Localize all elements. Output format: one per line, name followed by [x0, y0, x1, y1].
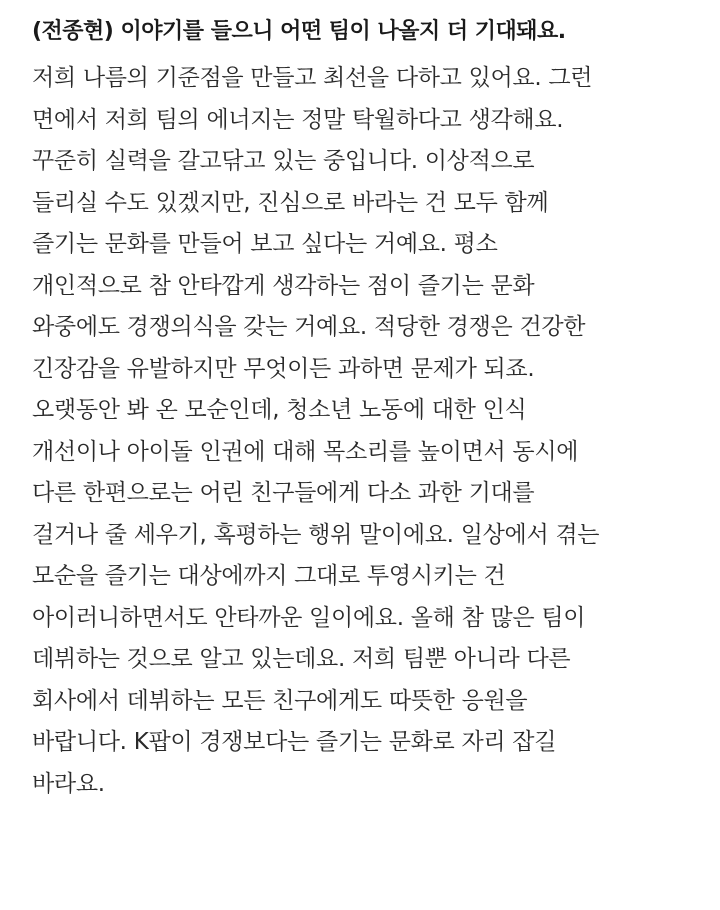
answer-line: 즐기는 문화를 만들어 보고 싶다는 거예요. 평소	[32, 231, 498, 257]
answer-line: 다른 한편으로는 어린 친구들에게 다소 과한 기대를	[32, 480, 535, 506]
answer-line: 꾸준히 실력을 갈고닦고 있는 중입니다. 이상적으로	[32, 148, 535, 174]
answer-line: 오랫동안 봐 온 모순인데, 청소년 노동에 대한 인식	[32, 397, 527, 423]
answer-line: 데뷔하는 것으로 알고 있는데요. 저희 팀뿐 아니라 다른	[32, 646, 571, 672]
interview-answer	[32, 58, 712, 805]
interview-article	[32, 14, 712, 805]
answer-line: 와중에도 경쟁의식을 갖는 거예요. 적당한 경쟁은 건강한	[32, 314, 586, 340]
answer-line: 바라요.	[32, 770, 105, 797]
answer-line: 개선이나 아이돌 인권에 대해 목소리를 높이면서 동시에	[32, 438, 579, 465]
answer-line: 개인적으로 참 안타깝게 생각하는 점이 즐기는 문화	[32, 272, 535, 299]
answer-line: 걸거나 줄 세우기, 혹평하는 행위 말이에요. 일상에서 겪는	[32, 521, 600, 548]
answer-line: 바랍니다. K팝이 경쟁보다는 즐기는 문화로 자리 잡길	[32, 729, 557, 755]
interview-question: (전종현) 이야기를 들으니 어떤 팀이 나올지 더 기대돼요.	[32, 19, 566, 44]
answer-line: 들리실 수도 있겠지만, 진심으로 바라는 건 모두 함께	[32, 189, 549, 216]
answer-line: 아이러니하면서도 안타까운 일이에요. 올해 참 많은 팀이	[32, 604, 586, 631]
answer-line: 회사에서 데뷔하는 모든 친구에게도 따뜻한 응원을	[32, 687, 528, 714]
answer-line: 저희 나름의 기준점을 만들고 최선을 다하고 있어요. 그런	[32, 65, 593, 91]
answer-line: 면에서 저희 팀의 에너지는 정말 탁월하다고 생각해요.	[32, 106, 564, 133]
answer-line: 긴장감을 유발하지만 무엇이든 과하면 문제가 되죠.	[32, 355, 535, 382]
answer-line: 모순을 즐기는 대상에까지 그대로 투영시키는 건	[32, 563, 506, 589]
